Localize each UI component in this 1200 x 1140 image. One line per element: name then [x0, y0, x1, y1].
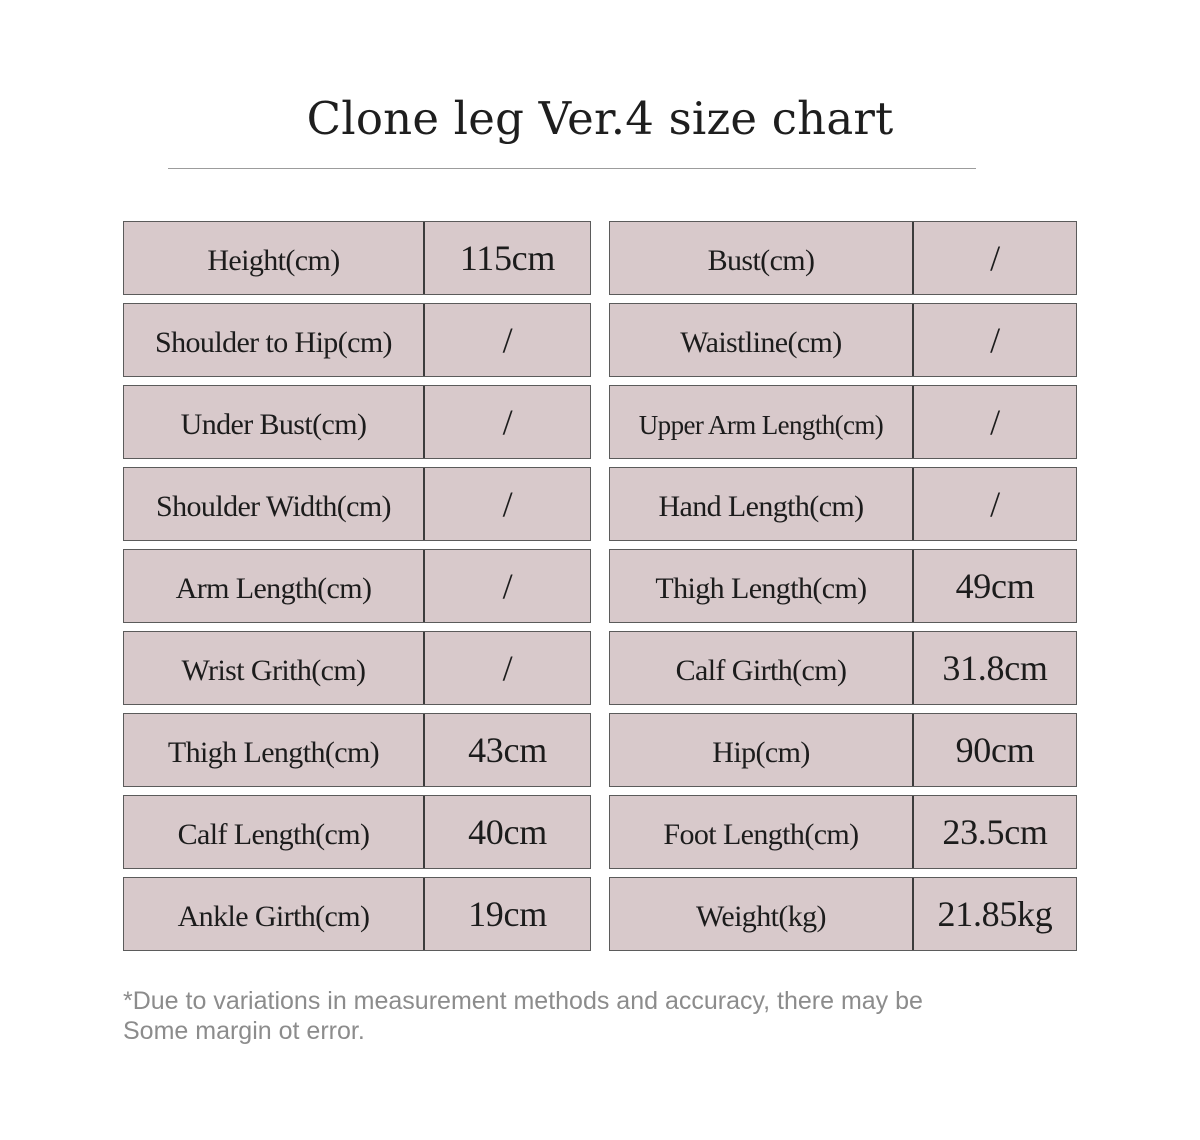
row-value: 43cm — [468, 730, 547, 770]
size-table-right — [609, 221, 1077, 959]
row-label: Under Bust(cm) — [124, 386, 425, 458]
row-value: / — [990, 402, 1000, 442]
row-value: 31.8cm — [942, 648, 1048, 688]
row-value: / — [502, 320, 513, 360]
row-value: / — [502, 566, 513, 606]
table-row-shoulder-width — [123, 467, 591, 541]
row-label: Thigh Length(cm) — [124, 714, 425, 786]
row-label: Thigh Length(cm) — [610, 550, 914, 622]
table-row-bust — [609, 221, 1077, 295]
table-row-calf-length — [123, 795, 591, 869]
row-label: Bust(cm) — [610, 222, 914, 294]
size-table-left — [123, 221, 591, 959]
row-value: 49cm — [955, 566, 1035, 606]
row-label: Hand Length(cm) — [610, 468, 914, 540]
table-row-wrist-girth — [123, 631, 591, 705]
table-row-hip — [609, 713, 1077, 787]
row-value: / — [990, 238, 1000, 278]
row-value: / — [502, 484, 513, 524]
row-value: / — [990, 320, 1000, 360]
row-value: / — [502, 402, 513, 442]
row-label: Upper Arm Length(cm) — [610, 386, 914, 458]
title-divider — [168, 168, 976, 169]
measurement-disclaimer — [123, 986, 1083, 1046]
table-row-under-bust — [123, 385, 591, 459]
table-row-waistline — [609, 303, 1077, 377]
table-row-arm-length — [123, 549, 591, 623]
row-value: 23.5cm — [942, 812, 1048, 852]
row-value: 90cm — [955, 730, 1035, 770]
table-row-calf-girth — [609, 631, 1077, 705]
table-row-height — [123, 221, 591, 295]
row-label: Shoulder to Hip(cm) — [124, 304, 425, 376]
table-row-hand-length — [609, 467, 1077, 541]
row-value: / — [502, 648, 513, 688]
table-row-upper-arm-length — [609, 385, 1077, 459]
row-label: Calf Length(cm) — [124, 796, 425, 868]
row-value: / — [990, 484, 1000, 524]
table-row-thigh-length — [123, 713, 591, 787]
disclaimer-line-2: Some margin ot error. — [123, 1017, 365, 1045]
table-row-ankle-girth — [123, 877, 591, 951]
table-row-weight — [609, 877, 1077, 951]
row-label: Calf Girth(cm) — [610, 632, 914, 704]
row-value: 21.85kg — [937, 894, 1053, 934]
row-value: 40cm — [468, 812, 547, 852]
table-row-thigh-length — [609, 549, 1077, 623]
row-label: Arm Length(cm) — [124, 550, 425, 622]
row-label: Shoulder Width(cm) — [124, 468, 425, 540]
disclaimer-line-1: *Due to variations in measurement methods and accuracy, there may be — [123, 987, 923, 1015]
page-title: Clone leg Ver.4 size chart — [306, 92, 894, 145]
row-label: Height(cm) — [124, 222, 425, 294]
table-row-shoulder-to-hip — [123, 303, 591, 377]
row-label: Weight(kg) — [610, 878, 914, 950]
table-row-foot-length — [609, 795, 1077, 869]
row-label: Wrist Grith(cm) — [124, 632, 425, 704]
row-value: 115cm — [459, 238, 556, 278]
row-label: Waistline(cm) — [610, 304, 914, 376]
row-label: Hip(cm) — [610, 714, 914, 786]
row-label: Foot Length(cm) — [610, 796, 914, 868]
row-label: Ankle Girth(cm) — [124, 878, 425, 950]
row-value: 19cm — [468, 894, 547, 934]
